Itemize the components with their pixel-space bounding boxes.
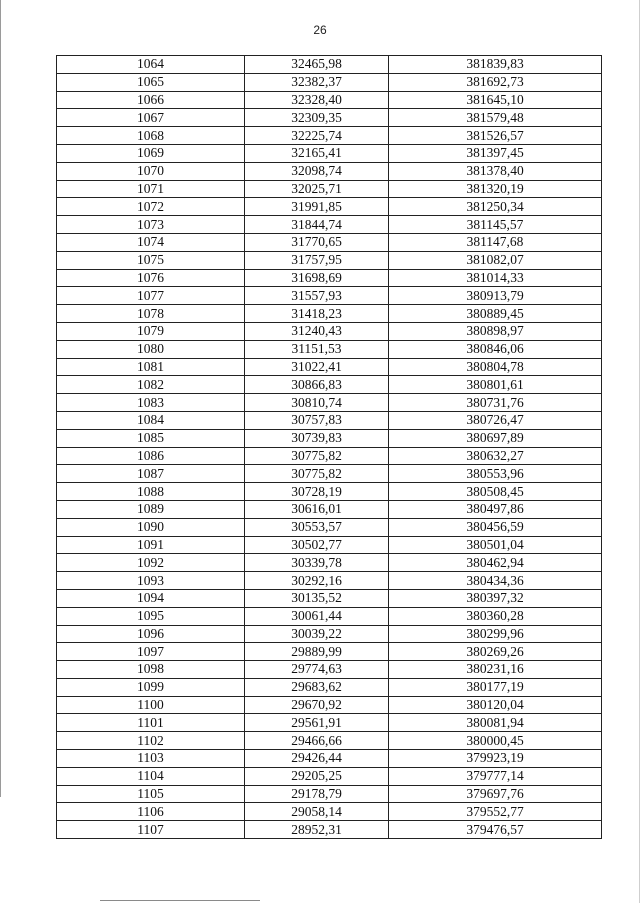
y-coordinate-cell: 380508,45 — [389, 483, 602, 501]
x-coordinate-cell: 31022,41 — [245, 358, 389, 376]
table-row — [57, 73, 602, 91]
x-coordinate-cell: 29466,66 — [245, 732, 389, 750]
x-coordinate-cell: 32025,71 — [245, 180, 389, 198]
point-number-cell: 1076 — [57, 269, 245, 287]
point-number-cell: 1071 — [57, 180, 245, 198]
point-number-cell: 1065 — [57, 73, 245, 91]
y-coordinate-cell: 381014,33 — [389, 269, 602, 287]
x-coordinate-cell: 29774,63 — [245, 661, 389, 679]
y-coordinate-cell: 379777,14 — [389, 767, 602, 785]
point-number-cell: 1067 — [57, 109, 245, 127]
y-coordinate-cell: 379697,76 — [389, 785, 602, 803]
x-coordinate-cell: 29205,25 — [245, 767, 389, 785]
y-coordinate-cell: 380889,45 — [389, 305, 602, 323]
table-row — [57, 536, 602, 554]
y-coordinate-cell: 381378,40 — [389, 162, 602, 180]
x-coordinate-cell: 30339,78 — [245, 554, 389, 572]
y-coordinate-cell: 380397,32 — [389, 589, 602, 607]
table-row — [57, 803, 602, 821]
x-coordinate-cell: 29670,92 — [245, 696, 389, 714]
point-number-cell: 1087 — [57, 465, 245, 483]
x-coordinate-cell: 31698,69 — [245, 269, 389, 287]
x-coordinate-cell: 32328,40 — [245, 91, 389, 109]
point-number-cell: 1106 — [57, 803, 245, 821]
x-coordinate-cell: 30739,83 — [245, 429, 389, 447]
point-number-cell: 1088 — [57, 483, 245, 501]
x-coordinate-cell: 31418,23 — [245, 305, 389, 323]
table-row — [57, 305, 602, 323]
table-row — [57, 696, 602, 714]
point-number-cell: 1097 — [57, 643, 245, 661]
x-coordinate-cell: 30061,44 — [245, 607, 389, 625]
x-coordinate-cell: 32225,74 — [245, 127, 389, 145]
point-number-cell: 1104 — [57, 767, 245, 785]
point-number-cell: 1098 — [57, 661, 245, 679]
y-coordinate-cell: 381145,57 — [389, 216, 602, 234]
table-row — [57, 233, 602, 251]
point-number-cell: 1101 — [57, 714, 245, 732]
y-coordinate-cell: 380846,06 — [389, 340, 602, 358]
point-number-cell: 1085 — [57, 429, 245, 447]
table-row — [57, 554, 602, 572]
point-number-cell: 1103 — [57, 750, 245, 768]
point-number-cell: 1091 — [57, 536, 245, 554]
table-row — [57, 589, 602, 607]
table-row — [57, 56, 602, 74]
table-row — [57, 821, 602, 839]
y-coordinate-cell: 379476,57 — [389, 821, 602, 839]
point-number-cell: 1072 — [57, 198, 245, 216]
x-coordinate-cell: 29561,91 — [245, 714, 389, 732]
x-coordinate-cell: 30039,22 — [245, 625, 389, 643]
point-number-cell: 1094 — [57, 589, 245, 607]
table-row — [57, 750, 602, 768]
y-coordinate-cell: 380177,19 — [389, 678, 602, 696]
y-coordinate-cell: 379552,77 — [389, 803, 602, 821]
table-row — [57, 251, 602, 269]
table-row — [57, 518, 602, 536]
table-row — [57, 109, 602, 127]
table-row — [57, 91, 602, 109]
x-coordinate-cell: 30553,57 — [245, 518, 389, 536]
table-row — [57, 394, 602, 412]
y-coordinate-cell: 380501,04 — [389, 536, 602, 554]
x-coordinate-cell: 30728,19 — [245, 483, 389, 501]
point-number-cell: 1073 — [57, 216, 245, 234]
page-number: 26 — [313, 23, 327, 37]
point-number-cell: 1064 — [57, 56, 245, 74]
x-coordinate-cell: 32382,37 — [245, 73, 389, 91]
table-row — [57, 572, 602, 590]
x-coordinate-cell: 29683,62 — [245, 678, 389, 696]
point-number-cell: 1080 — [57, 340, 245, 358]
point-number-cell: 1074 — [57, 233, 245, 251]
y-coordinate-cell: 380898,97 — [389, 322, 602, 340]
x-coordinate-cell: 31991,85 — [245, 198, 389, 216]
y-coordinate-cell: 381692,73 — [389, 73, 602, 91]
x-coordinate-cell: 31151,53 — [245, 340, 389, 358]
y-coordinate-cell: 380299,96 — [389, 625, 602, 643]
table-row — [57, 714, 602, 732]
table-row — [57, 127, 602, 145]
y-coordinate-cell: 381839,83 — [389, 56, 602, 74]
y-coordinate-cell: 380462,94 — [389, 554, 602, 572]
x-coordinate-cell: 28952,31 — [245, 821, 389, 839]
table-row — [57, 500, 602, 518]
table-row — [57, 216, 602, 234]
y-coordinate-cell: 380726,47 — [389, 411, 602, 429]
point-number-cell: 1077 — [57, 287, 245, 305]
point-number-cell: 1095 — [57, 607, 245, 625]
table-row — [57, 376, 602, 394]
y-coordinate-cell: 381147,68 — [389, 233, 602, 251]
y-coordinate-cell: 381579,48 — [389, 109, 602, 127]
table-row — [57, 144, 602, 162]
table-row — [57, 767, 602, 785]
x-coordinate-cell: 30775,82 — [245, 465, 389, 483]
table-row — [57, 678, 602, 696]
table-row — [57, 162, 602, 180]
table-row — [57, 625, 602, 643]
page-edge-left — [0, 0, 1, 797]
y-coordinate-cell: 380804,78 — [389, 358, 602, 376]
y-coordinate-cell: 381397,45 — [389, 144, 602, 162]
x-coordinate-cell: 30292,16 — [245, 572, 389, 590]
coordinates-table-body — [57, 56, 602, 839]
table-row — [57, 607, 602, 625]
table-row — [57, 269, 602, 287]
table-row — [57, 322, 602, 340]
table-row — [57, 661, 602, 679]
table-row — [57, 287, 602, 305]
y-coordinate-cell: 380553,96 — [389, 465, 602, 483]
y-coordinate-cell: 380632,27 — [389, 447, 602, 465]
x-coordinate-cell: 29178,79 — [245, 785, 389, 803]
x-coordinate-cell: 31557,93 — [245, 287, 389, 305]
point-number-cell: 1083 — [57, 394, 245, 412]
y-coordinate-cell: 380913,79 — [389, 287, 602, 305]
y-coordinate-cell: 381082,07 — [389, 251, 602, 269]
table-row — [57, 483, 602, 501]
point-number-cell: 1093 — [57, 572, 245, 590]
y-coordinate-cell: 380120,04 — [389, 696, 602, 714]
x-coordinate-cell: 30810,74 — [245, 394, 389, 412]
y-coordinate-cell: 381250,34 — [389, 198, 602, 216]
point-number-cell: 1086 — [57, 447, 245, 465]
point-number-cell: 1105 — [57, 785, 245, 803]
point-number-cell: 1100 — [57, 696, 245, 714]
x-coordinate-cell: 31844,74 — [245, 216, 389, 234]
y-coordinate-cell: 381320,19 — [389, 180, 602, 198]
point-number-cell: 1079 — [57, 322, 245, 340]
point-number-cell: 1075 — [57, 251, 245, 269]
table-row — [57, 429, 602, 447]
y-coordinate-cell: 380000,45 — [389, 732, 602, 750]
x-coordinate-cell: 30135,52 — [245, 589, 389, 607]
point-number-cell: 1081 — [57, 358, 245, 376]
point-number-cell: 1090 — [57, 518, 245, 536]
point-number-cell: 1066 — [57, 91, 245, 109]
y-coordinate-cell: 381645,10 — [389, 91, 602, 109]
footer-rule — [100, 900, 260, 901]
table-row — [57, 465, 602, 483]
x-coordinate-cell: 32465,98 — [245, 56, 389, 74]
y-coordinate-cell: 380081,94 — [389, 714, 602, 732]
table-row — [57, 447, 602, 465]
table-row — [57, 643, 602, 661]
point-number-cell: 1099 — [57, 678, 245, 696]
table-row — [57, 732, 602, 750]
x-coordinate-cell: 30757,83 — [245, 411, 389, 429]
x-coordinate-cell: 29058,14 — [245, 803, 389, 821]
table-row — [57, 785, 602, 803]
table-row — [57, 198, 602, 216]
x-coordinate-cell: 29426,44 — [245, 750, 389, 768]
y-coordinate-cell: 380801,61 — [389, 376, 602, 394]
y-coordinate-cell: 380697,89 — [389, 429, 602, 447]
x-coordinate-cell: 29889,99 — [245, 643, 389, 661]
table-row — [57, 180, 602, 198]
point-number-cell: 1068 — [57, 127, 245, 145]
x-coordinate-cell: 32165,41 — [245, 144, 389, 162]
point-number-cell: 1070 — [57, 162, 245, 180]
point-number-cell: 1089 — [57, 500, 245, 518]
y-coordinate-cell: 380434,36 — [389, 572, 602, 590]
x-coordinate-cell: 31757,95 — [245, 251, 389, 269]
x-coordinate-cell: 30866,83 — [245, 376, 389, 394]
coordinates-table — [56, 55, 602, 839]
y-coordinate-cell: 380497,86 — [389, 500, 602, 518]
point-number-cell: 1078 — [57, 305, 245, 323]
x-coordinate-cell: 30502,77 — [245, 536, 389, 554]
point-number-cell: 1082 — [57, 376, 245, 394]
point-number-cell: 1107 — [57, 821, 245, 839]
x-coordinate-cell: 31770,65 — [245, 233, 389, 251]
x-coordinate-cell: 30616,01 — [245, 500, 389, 518]
point-number-cell: 1102 — [57, 732, 245, 750]
y-coordinate-cell: 380456,59 — [389, 518, 602, 536]
point-number-cell: 1092 — [57, 554, 245, 572]
table-row — [57, 358, 602, 376]
x-coordinate-cell: 30775,82 — [245, 447, 389, 465]
y-coordinate-cell: 379923,19 — [389, 750, 602, 768]
y-coordinate-cell: 380360,28 — [389, 607, 602, 625]
table-row — [57, 340, 602, 358]
table-row — [57, 411, 602, 429]
x-coordinate-cell: 32098,74 — [245, 162, 389, 180]
point-number-cell: 1096 — [57, 625, 245, 643]
y-coordinate-cell: 380269,26 — [389, 643, 602, 661]
x-coordinate-cell: 32309,35 — [245, 109, 389, 127]
point-number-cell: 1069 — [57, 144, 245, 162]
y-coordinate-cell: 381526,57 — [389, 127, 602, 145]
y-coordinate-cell: 380731,76 — [389, 394, 602, 412]
x-coordinate-cell: 31240,43 — [245, 322, 389, 340]
y-coordinate-cell: 380231,16 — [389, 661, 602, 679]
point-number-cell: 1084 — [57, 411, 245, 429]
